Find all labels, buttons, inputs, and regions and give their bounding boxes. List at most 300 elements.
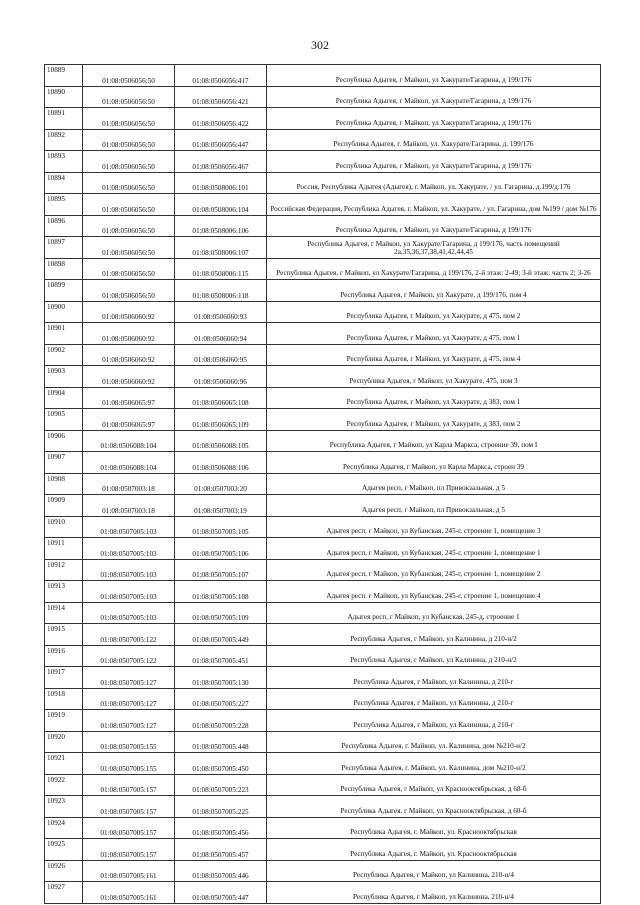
parcel-cadastral-number-cell bbox=[83, 151, 175, 173]
object-cadastral-number-text: 01:08:0506088:106 bbox=[192, 463, 249, 472]
object-cadastral-number-text: 01:08:0506056:447 bbox=[192, 141, 249, 150]
address-text: Республика Адыгея, г Майкоп, ул Калинина, 210-н/4 bbox=[352, 871, 515, 880]
row-number-cell bbox=[45, 559, 83, 581]
address-cell bbox=[267, 215, 601, 237]
row-number-cell bbox=[45, 409, 83, 431]
object-cadastral-number-cell bbox=[175, 129, 267, 151]
parcel-cadastral-number-text: 01:08:0506056:50 bbox=[102, 248, 155, 257]
address-cell bbox=[267, 645, 601, 667]
table-row bbox=[45, 839, 601, 861]
parcel-cadastral-number-cell bbox=[83, 237, 175, 259]
table-row bbox=[45, 688, 601, 710]
parcel-cadastral-number-cell bbox=[83, 129, 175, 151]
table-row bbox=[45, 495, 601, 517]
row-number-text: 10922 bbox=[47, 775, 65, 784]
address-cell bbox=[267, 860, 601, 882]
row-number-text: 10921 bbox=[47, 754, 65, 762]
address-text: Республика Адыгея, г Майкоп, ул Карла Маркса, строение 39, пом I bbox=[329, 441, 538, 450]
address-text: Адыгея респ, г Майкоп, ул Кубанская, 245-д, строение 1 bbox=[347, 613, 520, 622]
object-cadastral-number-text: 01:08:0508006:118 bbox=[192, 291, 249, 300]
table-row bbox=[45, 151, 601, 173]
parcel-cadastral-number-cell bbox=[83, 581, 175, 603]
address-cell bbox=[267, 430, 601, 452]
address-cell bbox=[267, 710, 601, 732]
parcel-cadastral-number-text: 01:08:0507005:103 bbox=[100, 528, 157, 537]
row-number-cell bbox=[45, 430, 83, 452]
address-cell bbox=[267, 731, 601, 753]
parcel-cadastral-number-cell bbox=[83, 194, 175, 216]
table-row bbox=[45, 301, 601, 323]
parcel-cadastral-number-text: 01:08:0506065:97 bbox=[102, 420, 155, 429]
row-number-cell bbox=[45, 344, 83, 366]
row-number-text: 10904 bbox=[47, 388, 65, 397]
registry-table bbox=[44, 64, 601, 904]
parcel-cadastral-number-text: 01:08:0507005:127 bbox=[100, 700, 157, 709]
parcel-cadastral-number-text: 01:08:0506065:97 bbox=[102, 399, 155, 408]
parcel-cadastral-number-cell bbox=[83, 323, 175, 345]
table-row bbox=[45, 366, 601, 388]
address-cell bbox=[267, 280, 601, 302]
parcel-cadastral-number-text: 01:08:0506056:50 bbox=[102, 270, 155, 279]
row-number-cell bbox=[45, 151, 83, 173]
address-text: Республика Адыгея, г Майкоп, ул Калинина, д 210-г bbox=[353, 720, 514, 729]
parcel-cadastral-number-text: 01:08:0506088:104 bbox=[100, 463, 157, 472]
row-number-cell bbox=[45, 280, 83, 302]
row-number-cell bbox=[45, 882, 83, 904]
table-row bbox=[45, 108, 601, 130]
row-number-text: 10905 bbox=[47, 410, 65, 418]
table-row bbox=[45, 753, 601, 775]
address-text: Республика Адыгея, г Майкоп, ул Хакурате, д 383, пом 1 bbox=[346, 398, 521, 407]
row-number-text: 10892 bbox=[47, 130, 65, 139]
object-cadastral-number-text: 01:08:0507005:105 bbox=[192, 528, 249, 537]
address-text: Республика Адыгея, г Майкоп, ул Калинина, д 210-г bbox=[353, 699, 514, 708]
row-number-cell bbox=[45, 710, 83, 732]
address-text: Республика Адыгея, г. Майкоп, ул. Калинина, дом №210-н/2 bbox=[341, 742, 526, 751]
parcel-cadastral-number-text: 01:08:0506056:50 bbox=[102, 141, 155, 150]
row-number-text: 10899 bbox=[47, 281, 65, 289]
address-cell bbox=[267, 538, 601, 560]
address-text: Республика Адыгея, г Майкоп, ул Хакурате/Гагарина, д 199/176 bbox=[335, 161, 532, 170]
row-number-cell bbox=[45, 301, 83, 323]
row-number-cell bbox=[45, 516, 83, 538]
object-cadastral-number-cell bbox=[175, 108, 267, 130]
address-cell bbox=[267, 86, 601, 108]
row-number-cell bbox=[45, 495, 83, 517]
row-number-cell bbox=[45, 323, 83, 345]
address-text: Республика Адыгея, г Майкоп, ул Калинина, д 210-г bbox=[353, 677, 514, 686]
object-cadastral-number-text: 01:08:0507005:223 bbox=[192, 786, 249, 795]
table-row bbox=[45, 710, 601, 732]
object-cadastral-number-cell bbox=[175, 473, 267, 495]
row-number-text: 10898 bbox=[47, 259, 65, 268]
object-cadastral-number-cell bbox=[175, 258, 267, 280]
address-cell bbox=[267, 151, 601, 173]
row-number-text: 10925 bbox=[47, 840, 65, 848]
object-cadastral-number-cell bbox=[175, 688, 267, 710]
address-cell bbox=[267, 194, 601, 216]
address-text: Россия, Республика Адыгея (Адыгея), г. Майкоп, ул. Хакурате, / ул. Гагарина, д.199/д.176 bbox=[296, 183, 571, 192]
parcel-cadastral-number-cell bbox=[83, 65, 175, 87]
row-number-text: 10893 bbox=[47, 152, 65, 160]
table-row bbox=[45, 667, 601, 689]
object-cadastral-number-text: 01:08:0506060:95 bbox=[194, 356, 247, 365]
row-number-cell bbox=[45, 796, 83, 818]
parcel-cadastral-number-cell bbox=[83, 753, 175, 775]
object-cadastral-number-text: 01:08:0507005:447 bbox=[192, 893, 249, 902]
table-row bbox=[45, 602, 601, 624]
row-number-text: 10890 bbox=[47, 87, 65, 96]
parcel-cadastral-number-text: 01:08:0507005:157 bbox=[100, 807, 157, 816]
address-cell bbox=[267, 796, 601, 818]
row-number-cell bbox=[45, 215, 83, 237]
address-text: Республика Адыгея, г Майкоп, ул Хакурате/Гагарина, д 199/176 bbox=[335, 97, 532, 106]
object-cadastral-number-cell bbox=[175, 366, 267, 388]
address-cell bbox=[267, 452, 601, 474]
address-cell bbox=[267, 559, 601, 581]
object-cadastral-number-text: 01:08:0507005:449 bbox=[192, 635, 249, 644]
address-text: Российская Федерация, Республика Адыгея, г. Майкоп, ул. Хакурате, / ул. Гагарина, дом №199 / дом №176 bbox=[270, 204, 597, 213]
object-cadastral-number-cell bbox=[175, 753, 267, 775]
row-number-text: 10926 bbox=[47, 861, 65, 870]
table-row bbox=[45, 237, 601, 259]
parcel-cadastral-number-text: 01:08:0506056:50 bbox=[102, 119, 155, 128]
address-cell bbox=[267, 688, 601, 710]
address-cell bbox=[267, 774, 601, 796]
row-number-text: 10918 bbox=[47, 689, 65, 698]
object-cadastral-number-text: 01:08:0506056:467 bbox=[192, 162, 249, 171]
address-text: Республика Адыгея, г Майкоп, ул Карла Маркса, строен 39 bbox=[343, 462, 524, 471]
object-cadastral-number-text: 01:08:0506056:422 bbox=[192, 119, 249, 128]
parcel-cadastral-number-text: 01:08:0507005:122 bbox=[100, 635, 157, 644]
address-text: Республика Адыгея, г Майкоп, ул Хакурате/Гагарина, д 199/176, 2-й этаж: 2-49; 3-й этаж: часть 2; 3-26 bbox=[276, 269, 591, 278]
row-number-text: 10920 bbox=[47, 732, 65, 741]
object-cadastral-number-text: 01:08:0506056:421 bbox=[192, 98, 249, 107]
object-cadastral-number-text: 01:08:0507005:107 bbox=[192, 571, 249, 580]
address-cell bbox=[267, 409, 601, 431]
object-cadastral-number-text: 01:08:0508006:115 bbox=[192, 270, 249, 279]
address-text: Адыгея респ, г Майкоп, ул Кубанская, 245-г, строение 1, помещение 2 bbox=[326, 570, 541, 579]
row-number-text: 10916 bbox=[47, 646, 65, 655]
row-number-cell bbox=[45, 129, 83, 151]
table-row bbox=[45, 559, 601, 581]
object-cadastral-number-text: 01:08:0506088:105 bbox=[192, 442, 249, 451]
address-text: Адыгея респ. г Майкоп, ул Кубанская, 245-г, строение 1, помещение 4 bbox=[326, 591, 541, 600]
address-cell bbox=[267, 366, 601, 388]
parcel-cadastral-number-text: 01:08:0507005:155 bbox=[100, 743, 157, 752]
parcel-cadastral-number-cell bbox=[83, 731, 175, 753]
object-cadastral-number-cell bbox=[175, 65, 267, 87]
table-row bbox=[45, 624, 601, 646]
object-cadastral-number-text: 01:08:0506060:93 bbox=[194, 313, 247, 322]
parcel-cadastral-number-cell bbox=[83, 516, 175, 538]
object-cadastral-number-cell bbox=[175, 344, 267, 366]
row-number-cell bbox=[45, 237, 83, 259]
address-text: Республика Адыгея, г Майкоп, ул Хакурате/Гагарина, д 199/176, часть помещений 2а,35,36,37,38,41,42,44,45 bbox=[307, 240, 560, 256]
row-number-cell bbox=[45, 473, 83, 495]
parcel-cadastral-number-cell bbox=[83, 430, 175, 452]
address-cell bbox=[267, 516, 601, 538]
address-cell bbox=[267, 495, 601, 517]
address-cell bbox=[267, 602, 601, 624]
parcel-cadastral-number-text: 01:08:0506056:50 bbox=[102, 76, 155, 85]
parcel-cadastral-number-cell bbox=[83, 602, 175, 624]
object-cadastral-number-text: 01:08:0507005:448 bbox=[192, 743, 249, 752]
parcel-cadastral-number-text: 01:08:0506056:50 bbox=[102, 227, 155, 236]
parcel-cadastral-number-cell bbox=[83, 452, 175, 474]
parcel-cadastral-number-text: 01:08:0507005:157 bbox=[100, 850, 157, 859]
table-row bbox=[45, 280, 601, 302]
object-cadastral-number-cell bbox=[175, 839, 267, 861]
object-cadastral-number-cell bbox=[175, 409, 267, 431]
row-number-text: 10919 bbox=[47, 711, 65, 719]
row-number-text: 10889 bbox=[47, 66, 65, 74]
address-text: Адыгея респ, г Майкоп, пл Привокзальная, д 5 bbox=[362, 484, 505, 493]
object-cadastral-number-text: 01:08:0508006:104 bbox=[192, 205, 249, 214]
address-cell bbox=[267, 323, 601, 345]
address-cell bbox=[267, 624, 601, 646]
object-cadastral-number-text: 01:08:0507005:109 bbox=[192, 614, 249, 623]
table-row bbox=[45, 860, 601, 882]
object-cadastral-number-cell bbox=[175, 624, 267, 646]
parcel-cadastral-number-text: 01:08:0507005:161 bbox=[100, 893, 157, 902]
table-row bbox=[45, 65, 601, 87]
row-number-text: 10923 bbox=[47, 797, 65, 805]
object-cadastral-number-text: 01:08:0506065:108 bbox=[192, 399, 249, 408]
row-number-cell bbox=[45, 258, 83, 280]
object-cadastral-number-text: 01:08:0508006:107 bbox=[192, 248, 249, 257]
table-row bbox=[45, 882, 601, 904]
row-number-text: 10894 bbox=[47, 173, 65, 182]
address-cell bbox=[267, 301, 601, 323]
parcel-cadastral-number-text: 01:08:0507005:127 bbox=[100, 678, 157, 687]
address-cell bbox=[267, 65, 601, 87]
parcel-cadastral-number-cell bbox=[83, 108, 175, 130]
parcel-cadastral-number-cell bbox=[83, 344, 175, 366]
parcel-cadastral-number-cell bbox=[83, 817, 175, 839]
address-text: Республика Адыгея, г Майкоп, ул Краснооктябрьская, д 68-б bbox=[340, 806, 527, 815]
parcel-cadastral-number-text: 01:08:0507005:127 bbox=[100, 721, 157, 730]
row-number-text: 10909 bbox=[47, 496, 65, 504]
object-cadastral-number-text: 01:08:0508006:106 bbox=[192, 227, 249, 236]
object-cadastral-number-cell bbox=[175, 774, 267, 796]
parcel-cadastral-number-cell bbox=[83, 624, 175, 646]
row-number-cell bbox=[45, 86, 83, 108]
parcel-cadastral-number-text: 01:08:0506060:92 bbox=[102, 334, 155, 343]
parcel-cadastral-number-cell bbox=[83, 495, 175, 517]
table-row bbox=[45, 387, 601, 409]
row-number-cell bbox=[45, 731, 83, 753]
parcel-cadastral-number-text: 01:08:0507003:18 bbox=[102, 485, 155, 494]
address-cell bbox=[267, 129, 601, 151]
object-cadastral-number-cell bbox=[175, 215, 267, 237]
row-number-text: 10911 bbox=[47, 539, 65, 547]
object-cadastral-number-text: 01:08:0507005:228 bbox=[192, 721, 249, 730]
object-cadastral-number-text: 01:08:0507005:456 bbox=[192, 829, 249, 838]
parcel-cadastral-number-text: 01:08:0507005:103 bbox=[100, 571, 157, 580]
object-cadastral-number-text: 01:08:0506060:94 bbox=[194, 334, 247, 343]
row-number-cell bbox=[45, 581, 83, 603]
row-number-cell bbox=[45, 108, 83, 130]
row-number-cell bbox=[45, 753, 83, 775]
row-number-cell bbox=[45, 366, 83, 388]
object-cadastral-number-text: 01:08:0507005:108 bbox=[192, 592, 249, 601]
object-cadastral-number-cell bbox=[175, 667, 267, 689]
table-row bbox=[45, 516, 601, 538]
object-cadastral-number-cell bbox=[175, 882, 267, 904]
address-text: Адыгея респ, г Майкоп, пл Привокзальная, д 5 bbox=[362, 505, 505, 514]
object-cadastral-number-text: 01:08:0507005:227 bbox=[192, 700, 249, 709]
parcel-cadastral-number-text: 01:08:0507005:161 bbox=[100, 872, 157, 881]
address-text: Адыгея респ, г Майкоп, ул Кубанская, 245-г, строение 1, помещение 1 bbox=[326, 548, 541, 557]
table-row bbox=[45, 344, 601, 366]
object-cadastral-number-cell bbox=[175, 538, 267, 560]
table-row bbox=[45, 581, 601, 603]
address-cell bbox=[267, 753, 601, 775]
object-cadastral-number-cell bbox=[175, 645, 267, 667]
parcel-cadastral-number-cell bbox=[83, 215, 175, 237]
address-cell bbox=[267, 667, 601, 689]
row-number-text: 10900 bbox=[47, 302, 65, 311]
row-number-text: 10907 bbox=[47, 453, 65, 461]
object-cadastral-number-text: 01:08:0508006:101 bbox=[192, 184, 249, 193]
address-cell bbox=[267, 581, 601, 603]
object-cadastral-number-cell bbox=[175, 172, 267, 194]
parcel-cadastral-number-cell bbox=[83, 839, 175, 861]
row-number-cell bbox=[45, 774, 83, 796]
row-number-text: 10917 bbox=[47, 668, 65, 676]
parcel-cadastral-number-cell bbox=[83, 774, 175, 796]
address-text: Республика Адыгея, г Майкоп, ул Хакурате, д 475, пом 2 bbox=[346, 312, 521, 321]
row-number-cell bbox=[45, 538, 83, 560]
table-row bbox=[45, 645, 601, 667]
object-cadastral-number-text: 01:08:0507005:225 bbox=[192, 807, 249, 816]
parcel-cadastral-number-cell bbox=[83, 258, 175, 280]
parcel-cadastral-number-cell bbox=[83, 280, 175, 302]
address-text: Республика Адыгея, г Майкоп, ул Хакурате, д 199/176, пом 4 bbox=[340, 290, 527, 299]
parcel-cadastral-number-text: 01:08:0506088:104 bbox=[100, 442, 157, 451]
row-number-text: 10908 bbox=[47, 474, 65, 483]
object-cadastral-number-text: 01:08:0506065:109 bbox=[192, 420, 249, 429]
object-cadastral-number-cell bbox=[175, 495, 267, 517]
parcel-cadastral-number-cell bbox=[83, 882, 175, 904]
object-cadastral-number-text: 01:08:0507003:20 bbox=[194, 485, 247, 494]
address-cell bbox=[267, 172, 601, 194]
parcel-cadastral-number-text: 01:08:0506056:50 bbox=[102, 205, 155, 214]
row-number-cell bbox=[45, 860, 83, 882]
object-cadastral-number-text: 01:08:0507005:457 bbox=[192, 850, 249, 859]
table-row bbox=[45, 473, 601, 495]
parcel-cadastral-number-cell bbox=[83, 473, 175, 495]
row-number-cell bbox=[45, 645, 83, 667]
parcel-cadastral-number-cell bbox=[83, 710, 175, 732]
object-cadastral-number-cell bbox=[175, 710, 267, 732]
object-cadastral-number-cell bbox=[175, 430, 267, 452]
address-text: Республика Адыгея, г Майкоп, ул Хакурате/Гагарина, д 199/176 bbox=[335, 118, 532, 127]
parcel-cadastral-number-text: 01:08:0507005:103 bbox=[100, 614, 157, 623]
row-number-cell bbox=[45, 667, 83, 689]
row-number-text: 10913 bbox=[47, 582, 65, 590]
parcel-cadastral-number-text: 01:08:0507005:155 bbox=[100, 764, 157, 773]
object-cadastral-number-cell bbox=[175, 387, 267, 409]
row-number-text: 10895 bbox=[47, 195, 65, 203]
object-cadastral-number-text: 01:08:0507005:451 bbox=[192, 657, 249, 666]
table-row bbox=[45, 258, 601, 280]
address-cell bbox=[267, 344, 601, 366]
object-cadastral-number-cell bbox=[175, 280, 267, 302]
registry-table-body bbox=[45, 65, 601, 904]
address-text: Республика Адыгея, г. Майкоп, ул. Краснооктябрьская bbox=[350, 828, 517, 837]
object-cadastral-number-text: 01:08:0507005:450 bbox=[192, 764, 249, 773]
row-number-cell bbox=[45, 452, 83, 474]
table-row bbox=[45, 538, 601, 560]
parcel-cadastral-number-text: 01:08:0506060:92 bbox=[102, 377, 155, 386]
address-text: Республика Адыгея, г Майкоп, ул Хакурате/Гагарина, д 199/176 bbox=[335, 226, 532, 235]
table-row bbox=[45, 86, 601, 108]
row-number-cell bbox=[45, 65, 83, 87]
object-cadastral-number-cell bbox=[175, 581, 267, 603]
address-text: Республика Адыгея, г. Майкоп, ул. Хакурате/Гагарина, д. 199/176 bbox=[333, 140, 534, 149]
parcel-cadastral-number-cell bbox=[83, 559, 175, 581]
object-cadastral-number-text: 01:08:0506056:417 bbox=[192, 76, 249, 85]
table-row bbox=[45, 796, 601, 818]
object-cadastral-number-cell bbox=[175, 194, 267, 216]
object-cadastral-number-cell bbox=[175, 452, 267, 474]
row-number-cell bbox=[45, 839, 83, 861]
row-number-text: 10927 bbox=[47, 883, 65, 891]
object-cadastral-number-text: 01:08:0507003:19 bbox=[194, 506, 247, 515]
table-row bbox=[45, 731, 601, 753]
row-number-text: 10910 bbox=[47, 517, 65, 526]
address-text: Республика Адыгея, г Майкоп, ул Хакурате, д 475, пом 1 bbox=[346, 333, 521, 342]
address-cell bbox=[267, 882, 601, 904]
row-number-text: 10896 bbox=[47, 216, 65, 225]
table-row bbox=[45, 129, 601, 151]
parcel-cadastral-number-text: 01:08:0506060:92 bbox=[102, 356, 155, 365]
parcel-cadastral-number-cell bbox=[83, 172, 175, 194]
object-cadastral-number-text: 01:08:0507005:446 bbox=[192, 872, 249, 881]
row-number-cell bbox=[45, 624, 83, 646]
address-text: Республика Адыгея, г Майкоп, ул Хакурате, 475, пом 3 bbox=[349, 376, 518, 385]
row-number-cell bbox=[45, 602, 83, 624]
row-number-text: 10902 bbox=[47, 345, 65, 354]
row-number-text: 10924 bbox=[47, 818, 65, 827]
object-cadastral-number-cell bbox=[175, 323, 267, 345]
table-row bbox=[45, 817, 601, 839]
address-cell bbox=[267, 108, 601, 130]
row-number-text: 10891 bbox=[47, 109, 65, 117]
table-row bbox=[45, 430, 601, 452]
row-number-text: 10897 bbox=[47, 238, 65, 246]
parcel-cadastral-number-cell bbox=[83, 387, 175, 409]
parcel-cadastral-number-text: 01:08:0507003:18 bbox=[102, 506, 155, 515]
table-row bbox=[45, 215, 601, 237]
parcel-cadastral-number-text: 01:08:0507005:157 bbox=[100, 786, 157, 795]
table-row bbox=[45, 774, 601, 796]
table-row bbox=[45, 323, 601, 345]
parcel-cadastral-number-cell bbox=[83, 860, 175, 882]
object-cadastral-number-cell bbox=[175, 559, 267, 581]
parcel-cadastral-number-text: 01:08:0506060:92 bbox=[102, 313, 155, 322]
address-text: Республика Адыгея, г Майкоп, ул Краснооктябрьская, д 68-б bbox=[340, 785, 527, 794]
parcel-cadastral-number-text: 01:08:0507005:122 bbox=[100, 657, 157, 666]
row-number-cell bbox=[45, 194, 83, 216]
parcel-cadastral-number-text: 01:08:0506056:50 bbox=[102, 184, 155, 193]
address-text: Республика Адыгея, г Майкоп, ул Хакурате, д 383, пом 2 bbox=[346, 419, 521, 428]
row-number-cell bbox=[45, 688, 83, 710]
address-cell bbox=[267, 387, 601, 409]
table-row bbox=[45, 194, 601, 216]
